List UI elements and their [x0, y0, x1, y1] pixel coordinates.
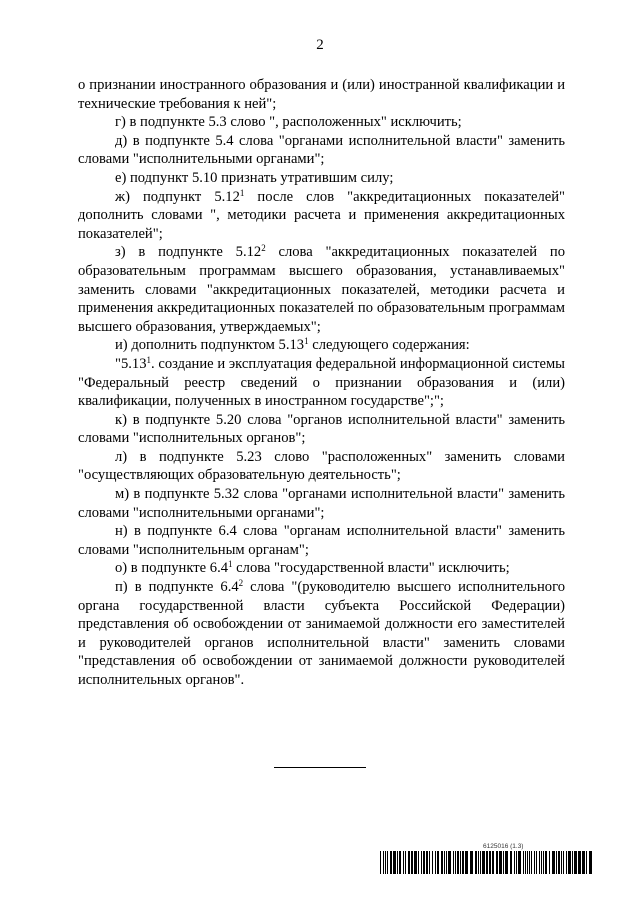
barcode-bar: [586, 851, 587, 874]
barcode-bar: [470, 851, 473, 874]
barcode-bar: [499, 851, 502, 874]
barcode-bar: [505, 851, 508, 874]
page-number: 2: [316, 37, 324, 53]
paragraph-item-l: [78, 448, 565, 485]
paragraph-item-d: [78, 132, 565, 169]
paragraph-text: з) в подпункте 5.12: [115, 244, 262, 261]
barcode-bar: [390, 851, 392, 874]
end-divider-line: [274, 767, 366, 768]
barcode-bar: [408, 851, 410, 874]
paragraph-text: е) подпункт 5.10 признать утратившим силу;: [115, 169, 394, 186]
barcode-bar: [492, 851, 494, 874]
barcode-bar: [385, 851, 386, 874]
barcode-bar: [441, 851, 443, 874]
barcode-bar: [558, 851, 560, 874]
barcode-bar: [568, 851, 571, 874]
paragraph-text: о признании иностранного образования и (или) иностранной квалификации и технические требования к ней";: [78, 77, 565, 112]
barcode-bar: [525, 851, 526, 874]
paragraph-item-m: [78, 485, 565, 522]
barcode-bar: [582, 851, 585, 874]
barcode-bar: [414, 851, 417, 874]
barcode-bar: [437, 851, 439, 874]
barcode-bar: [518, 851, 521, 874]
barcode-bar: [514, 851, 515, 874]
paragraph-quote-5-13-1: [78, 355, 565, 411]
paragraph-text: слова "государственной власти" исключить;: [232, 560, 510, 577]
paragraph-item-p: [78, 578, 565, 690]
barcode-bar: [480, 851, 481, 874]
barcode-bar: [539, 851, 540, 874]
barcode-bar: [527, 851, 528, 874]
barcode-bar: [460, 851, 461, 874]
barcode-bar: [457, 851, 459, 874]
barcode-bar: [523, 851, 524, 874]
barcode-bar: [475, 851, 477, 874]
barcode-bar: [496, 851, 498, 874]
barcode-bar: [489, 851, 491, 874]
paragraph-text: о) в подпункте 6.4: [115, 560, 229, 577]
barcode-bar: [380, 851, 381, 874]
superscript: 1: [228, 559, 233, 570]
superscript: 2: [238, 578, 244, 589]
barcode-bar: [531, 851, 532, 874]
barcode-bar: [418, 851, 419, 874]
paragraph-text: ж) подпункт 5.12: [115, 188, 240, 205]
barcode-bar: [453, 851, 454, 874]
barcode-bar: [563, 851, 564, 874]
paragraph-text: слова "аккредитационных показателей по образовательным программам высшего образования, устанавливаемых" заменить словами "аккредитационных показателей, методики расчета и применения аккредитационных показателей по образовательным программам высшего образования, утверждаемых";: [78, 244, 566, 335]
barcode-bar: [503, 851, 504, 874]
barcode-bar: [486, 851, 488, 874]
paragraph-text: следующего содержания:: [308, 337, 470, 354]
barcode-bar: [446, 851, 447, 874]
document-code: 6125016 (1.3): [483, 843, 524, 850]
paragraph-item-o: [78, 559, 565, 578]
barcode-bar: [465, 851, 468, 874]
barcode-bar: [411, 851, 413, 874]
barcode: [380, 851, 592, 874]
barcode-bar: [482, 851, 485, 874]
paragraph-text: м) в подпункте 5.32 слова "органами исполнительной власти" заменить словами "исполнительными органами";: [78, 486, 565, 521]
barcode-bar: [561, 851, 562, 874]
barcode-bar: [448, 851, 451, 874]
paragraph-text: слова "(руководителю высшего исполнительного органа государственной власти субъекта Российской Федерации) представления об освобождении от занимаемой должности его заместителей и руководителей органов исполнительной власти" заменить словами "представления об освобождении от занимаемой должности руководителей исполнительных органов".: [78, 579, 565, 688]
paragraph-item-zh: [78, 188, 565, 244]
barcode-bar: [566, 851, 567, 874]
paragraph-text: после слов "аккредитационных показателей" дополнить словами ", методики расчета и применения аккредитационных показателей";: [78, 188, 565, 242]
barcode-bar: [556, 851, 557, 874]
barcode-bar: [510, 851, 512, 874]
paragraph-text: г) в подпункте 5.3 слово ", расположенных" исключить;: [115, 114, 462, 131]
superscript: 1: [304, 336, 309, 347]
paragraph-item-z: [78, 243, 565, 336]
superscript: 1: [239, 187, 245, 198]
paragraph-item-g: [78, 113, 565, 132]
paragraph-text: п) в подпункте 6.4: [115, 579, 239, 596]
barcode-bar: [478, 851, 479, 874]
barcode-bar: [432, 851, 433, 874]
barcode-bar: [403, 851, 404, 874]
barcode-bar: [572, 851, 573, 874]
barcode-bar: [534, 851, 535, 874]
barcode-bar: [589, 851, 592, 874]
barcode-bar: [545, 851, 547, 874]
barcode-bar: [421, 851, 422, 874]
paragraph-item-n: [78, 522, 565, 559]
barcode-bar: [383, 851, 384, 874]
barcode-bar: [543, 851, 544, 874]
barcode-bar: [541, 851, 542, 874]
barcode-bar: [578, 851, 581, 874]
superscript: 1: [146, 354, 151, 365]
barcode-bar: [444, 851, 445, 874]
barcode-bar: [423, 851, 425, 874]
paragraph-item-i: [78, 336, 565, 355]
barcode-bar: [516, 851, 517, 874]
paragraph-continuation: [78, 76, 565, 113]
barcode-bar: [387, 851, 388, 874]
barcode-bar: [549, 851, 550, 874]
paragraph-text: к) в подпункте 5.20 слова "органов исполнительной власти" заменить словами "исполнительных органов";: [78, 411, 565, 447]
paragraph-text: н) в подпункте 6.4 слова "органам исполнительной власти" заменить словами "исполнительным органам";: [78, 523, 565, 558]
barcode-bar: [536, 851, 537, 874]
barcode-bar: [455, 851, 456, 874]
paragraph-item-k: [78, 411, 565, 448]
barcode-bar: [435, 851, 436, 874]
barcode-bar: [574, 851, 577, 874]
barcode-bar: [393, 851, 396, 874]
paragraph-text: . создание и эксплуатация федеральной информационной системы "Федеральный реестр сведений о признании образования и (или) квалификации, полученных в иностранном государстве";";: [78, 355, 565, 410]
barcode-bar: [405, 851, 406, 874]
document-body: [78, 76, 565, 690]
barcode-bar: [397, 851, 398, 874]
barcode-bar: [552, 851, 555, 874]
paragraph-text: д) в подпункте 5.4 слова "органами исполнительной власти" заменить словами "исполнительными органами";: [78, 132, 565, 168]
paragraph-item-e: [78, 169, 565, 188]
barcode-bar: [399, 851, 401, 874]
barcode-bar: [462, 851, 464, 874]
barcode-bar: [429, 851, 430, 874]
superscript: 2: [261, 243, 266, 254]
barcode-bar: [426, 851, 428, 874]
barcode-bar: [529, 851, 530, 874]
paragraph-text: л) в подпункте 5.23 слово "расположенных" заменить словами "осуществляющих образовательную деятельность";: [78, 448, 565, 484]
paragraph-text: "5.13: [115, 355, 147, 372]
paragraph-text: и) дополнить подпунктом 5.13: [115, 337, 305, 354]
